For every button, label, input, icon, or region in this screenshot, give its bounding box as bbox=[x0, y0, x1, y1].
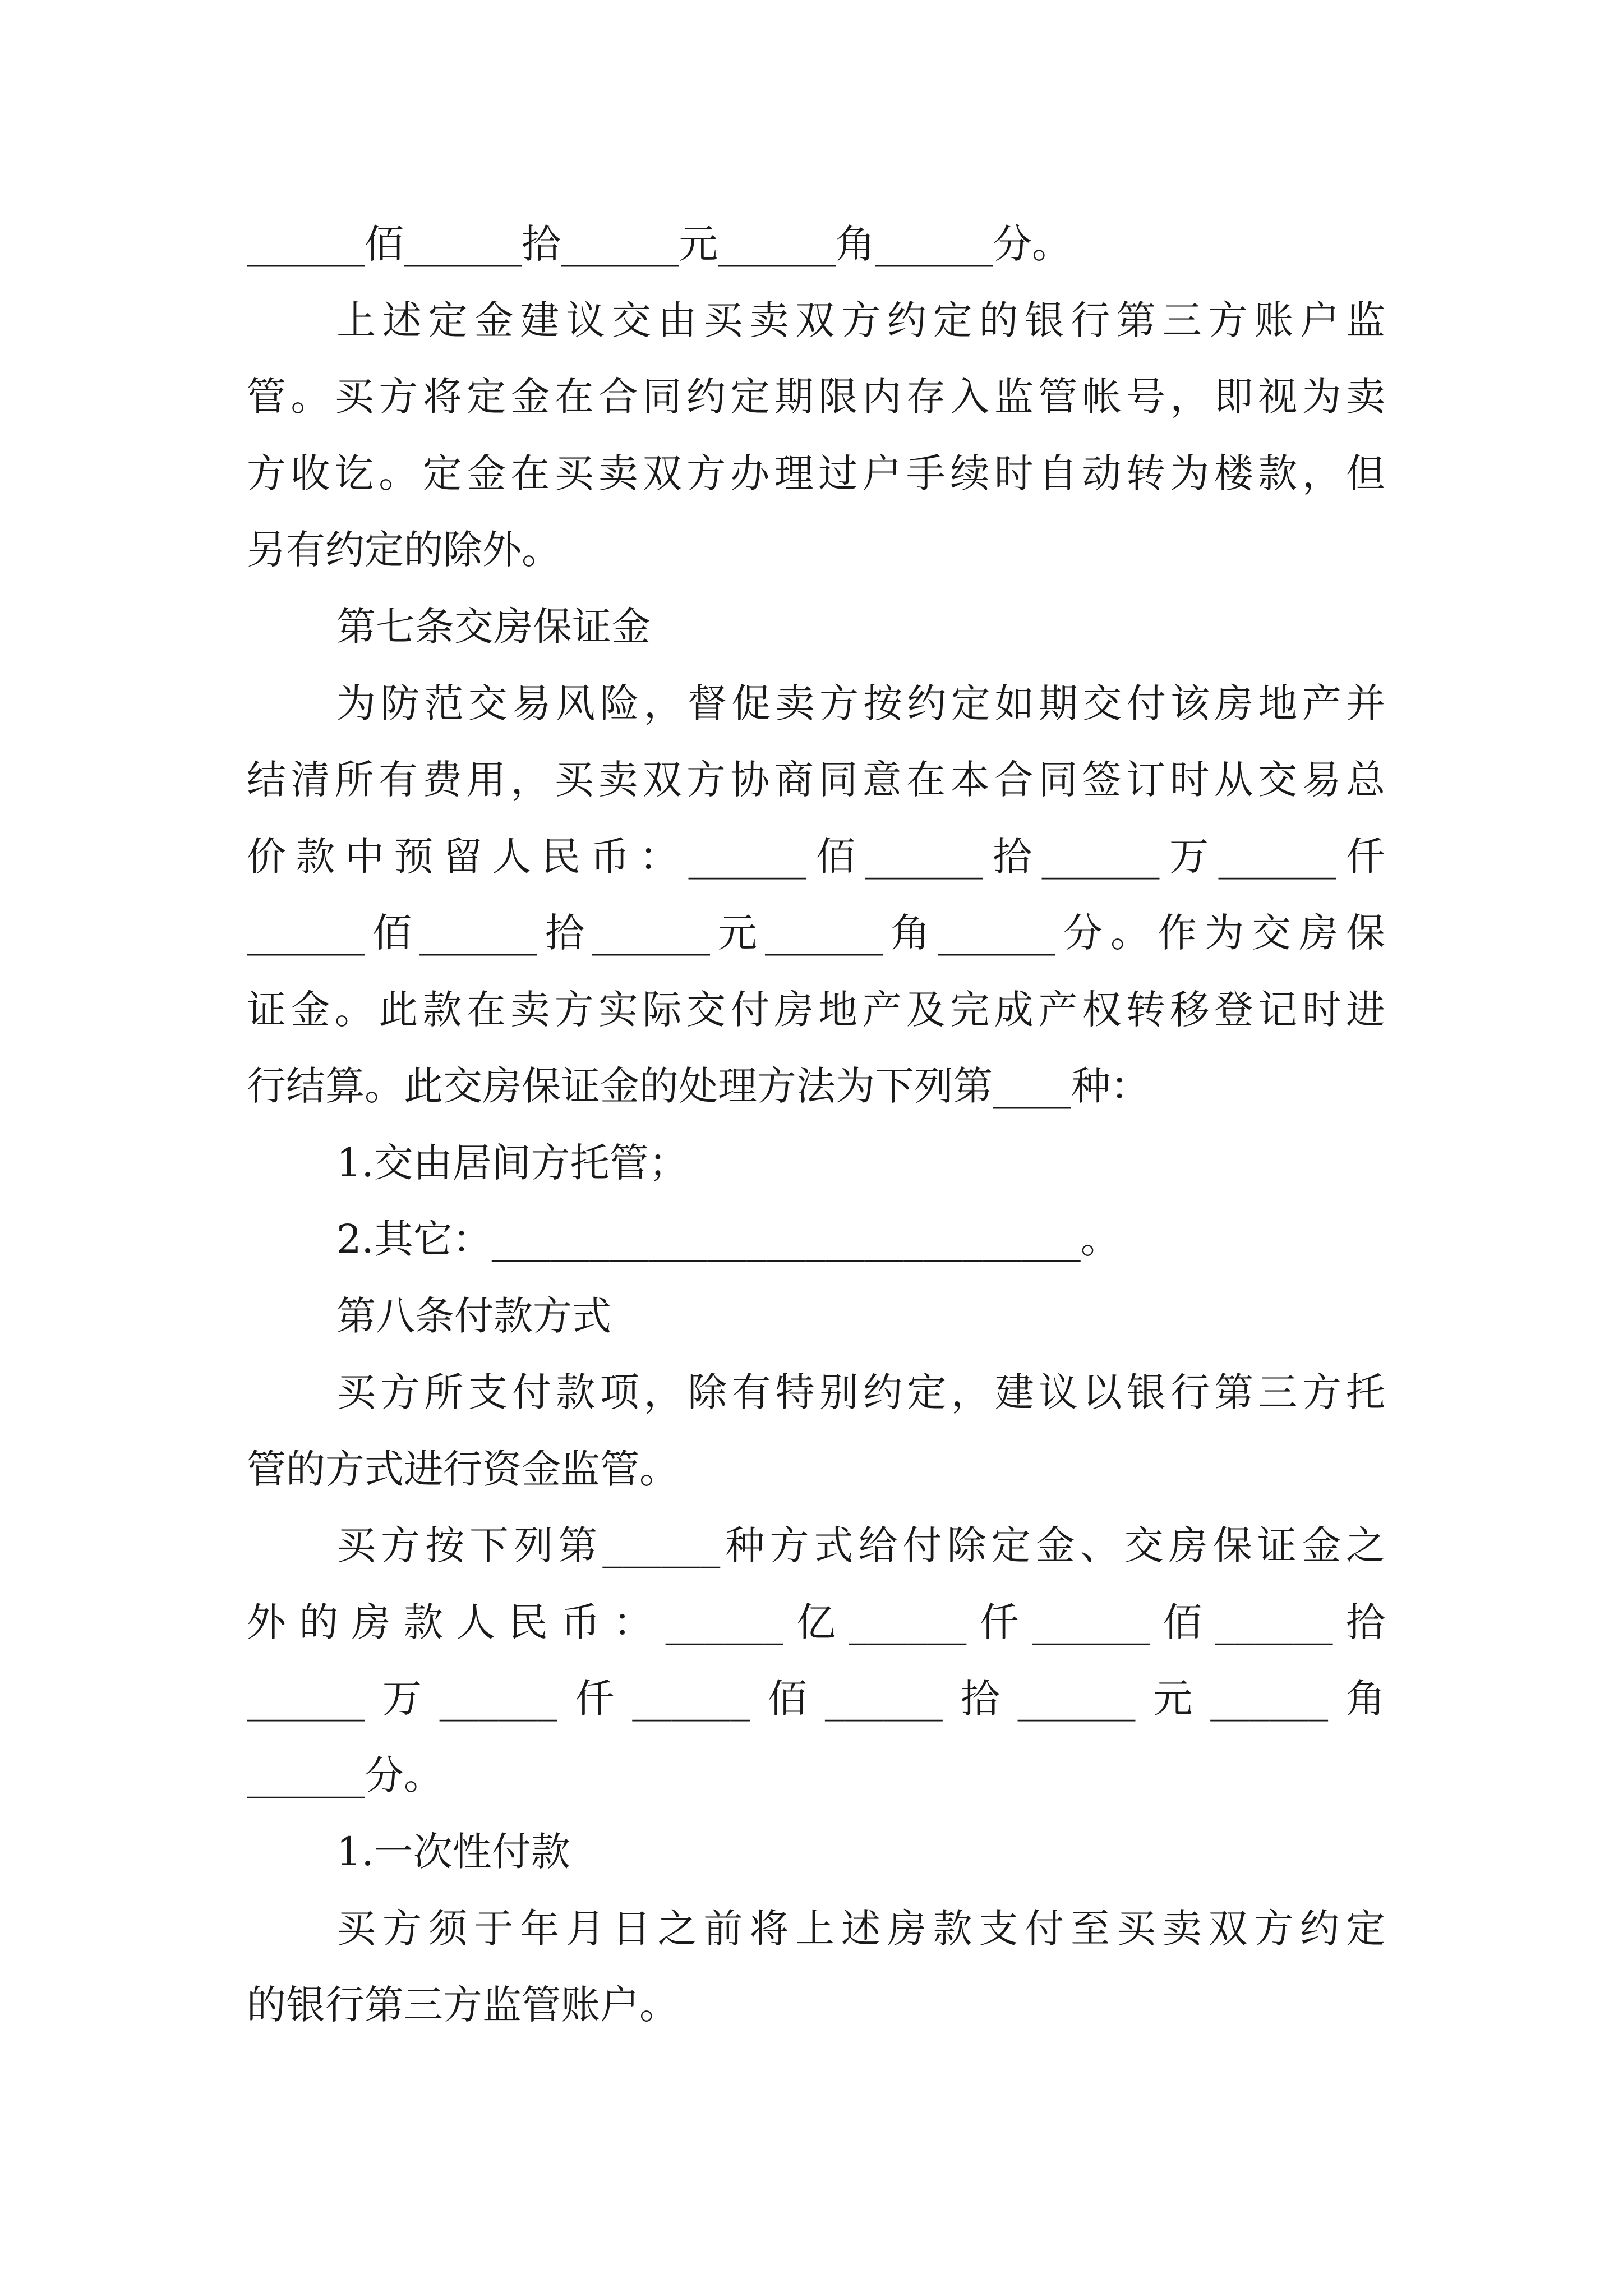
paragraph-guarantee-line-3 bbox=[247, 817, 1385, 896]
text-line: ______万______仟______佰______拾______元______角 bbox=[247, 1676, 1385, 1722]
paragraph-deposit-custody-line-3 bbox=[247, 434, 1385, 513]
section-heading: 第七条交房保证金 bbox=[336, 604, 651, 650]
paragraph-deposit-custody-line-4 bbox=[247, 510, 1385, 589]
text-line: 证金。此款在卖方实际交付房地产及完成产权转移登记时进 bbox=[247, 987, 1385, 1033]
paragraph-guarantee-line-4 bbox=[247, 894, 1385, 972]
paragraph-payment-amount-line-3 bbox=[247, 1659, 1385, 1738]
text-line: ______分。 bbox=[247, 1752, 443, 1798]
paragraph-payment-custody-line-2 bbox=[247, 1430, 1385, 1508]
paragraph-payment-amount-line-1 bbox=[336, 1506, 1385, 1585]
text-line: 价款中预留人民币：______佰______拾______万______仟 bbox=[247, 834, 1385, 880]
text-line: 外的房款人民币：______亿______仟______佰______拾 bbox=[247, 1599, 1385, 1645]
text-line: 结清所有费用，买卖双方协商同意在本合同签订时从交易总 bbox=[247, 757, 1385, 803]
text-line: 管的方式进行资金监管。 bbox=[247, 1446, 679, 1492]
guarantee-option-2 bbox=[336, 1200, 1385, 1278]
guarantee-option-1 bbox=[336, 1124, 1385, 1202]
text-line: 行结算。此交房保证金的处理方法为下列第____种： bbox=[247, 1063, 1150, 1109]
paragraph-deposit-custody-line-2 bbox=[247, 357, 1385, 436]
text-line: 管。买方将定金在合同约定期限内存入监管帐号，即视为卖 bbox=[247, 374, 1385, 420]
text-line: 的银行第三方监管账户。 bbox=[247, 1982, 679, 2028]
paragraph-lump-sum-line-1 bbox=[336, 1889, 1385, 1968]
paragraph-guarantee-line-5 bbox=[247, 970, 1385, 1049]
paragraph-payment-custody-line-1 bbox=[336, 1353, 1385, 1432]
text-line: ______佰______拾______元______角______分。作为交房保 bbox=[247, 910, 1385, 956]
paragraph-guarantee-line-2 bbox=[247, 740, 1385, 819]
list-item: 2.其它：______________________________。 bbox=[336, 1216, 1120, 1262]
text-line: 方收讫。定金在买卖双方办理过户手续时自动转为楼款，但 bbox=[247, 450, 1385, 496]
paragraph-deposit-custody-line-1 bbox=[336, 281, 1385, 360]
payment-method-1-heading bbox=[336, 1812, 1385, 1891]
section-heading: 第八条付款方式 bbox=[336, 1293, 611, 1339]
list-item: 1.一次性付款 bbox=[336, 1829, 570, 1875]
text-line: 买方按下列第______种方式给付除定金、交房保证金之 bbox=[336, 1522, 1385, 1568]
text-line: 另有约定的除外。 bbox=[247, 527, 561, 573]
text-line: 上述定金建议交由买卖双方约定的银行第三方账户监 bbox=[336, 297, 1385, 343]
paragraph-guarantee-line-6 bbox=[247, 1047, 1385, 1125]
amount-line-deposit-tail bbox=[247, 205, 1385, 283]
paragraph-guarantee-line-1 bbox=[336, 664, 1385, 743]
text-line: 买方须于年月日之前将上述房款支付至买卖双方约定 bbox=[336, 1906, 1385, 1952]
paragraph-payment-amount-line-2 bbox=[247, 1583, 1385, 1662]
text-line: 买方所支付款项，除有特别约定，建议以银行第三方托 bbox=[336, 1369, 1385, 1415]
list-item: 1.交由居间方托管； bbox=[336, 1140, 688, 1186]
text-line: ______佰______拾______元______角______分。 bbox=[247, 221, 1071, 267]
article-8-heading bbox=[336, 1277, 1385, 1355]
paragraph-lump-sum-line-2 bbox=[247, 1966, 1385, 2044]
article-7-heading bbox=[336, 587, 1385, 666]
paragraph-payment-amount-line-4 bbox=[247, 1736, 1385, 1815]
text-line: 为防范交易风险，督促卖方按约定如期交付该房地产并 bbox=[336, 680, 1385, 726]
